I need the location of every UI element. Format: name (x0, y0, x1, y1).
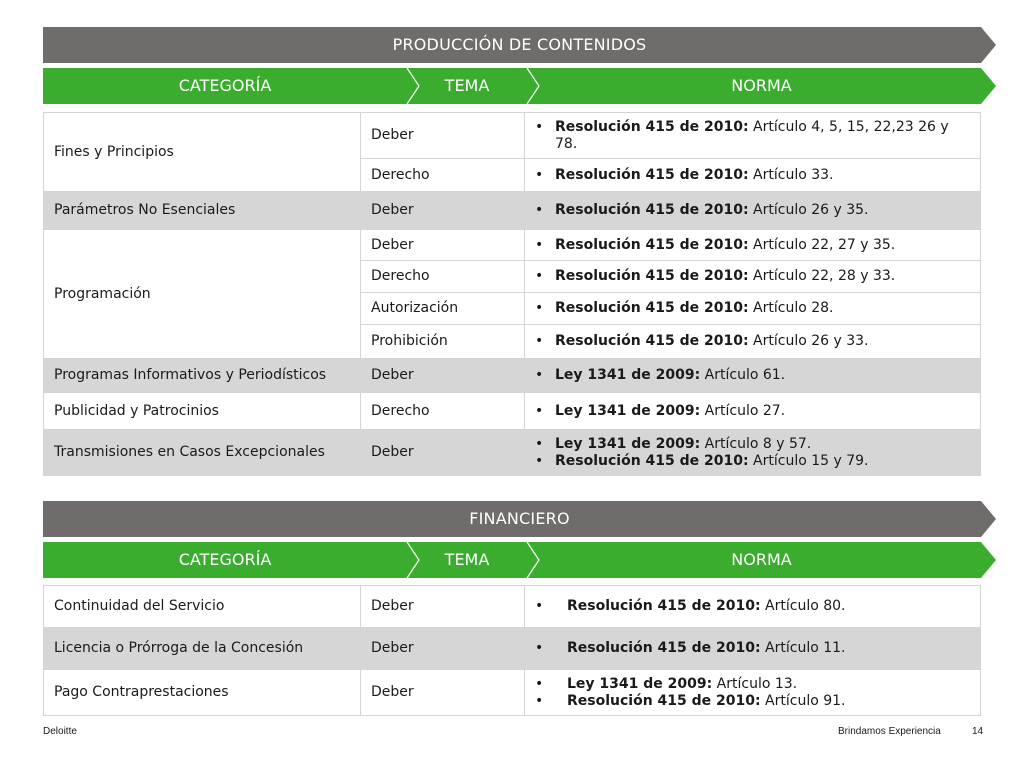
tema-cell: Deber (361, 670, 525, 716)
norma-articles: Artículo 61. (700, 367, 786, 383)
table-row (44, 113, 981, 159)
norma-cell (525, 393, 981, 430)
norma-reference: Resolución 415 de 2010: (555, 236, 749, 253)
norma-cell (525, 628, 981, 670)
norma-item (535, 367, 970, 384)
category-cell: Publicidad y Patrocinios (44, 393, 361, 430)
norma-cell (525, 113, 981, 159)
norma-item (535, 453, 970, 470)
table-row (44, 628, 981, 670)
norma-articles: Artículo 91. (760, 692, 846, 709)
norma-cell (525, 325, 981, 359)
table-row (44, 393, 981, 430)
norma-cell (525, 586, 981, 628)
tema-cell: Derecho (361, 393, 525, 430)
norma-item (535, 436, 970, 453)
norma-cell (525, 261, 981, 293)
header-norma: NORMA (731, 76, 792, 95)
tema-cell: Prohibición (361, 325, 525, 359)
tema-cell: Derecho (361, 159, 525, 192)
norma-reference: Resolución 415 de 2010: (555, 333, 749, 349)
norma-reference: Ley 1341 de 2009: (555, 435, 701, 452)
norma-articles: Artículo 26 y 33. (748, 333, 869, 349)
norma-reference: Resolución 415 de 2010: (555, 118, 749, 135)
category-cell: Continuidad del Servicio (44, 586, 361, 628)
category-cell: Parámetros No Esenciales (44, 192, 361, 230)
tema-cell: Derecho (361, 261, 525, 293)
section-banner-financiero (43, 501, 996, 537)
table-row (44, 230, 981, 261)
norma-articles: Artículo 33. (748, 166, 834, 183)
norma-articles: Artículo 80. (760, 598, 846, 614)
norma-cell (525, 430, 981, 476)
norma-reference: Resolución 415 de 2010: (567, 598, 761, 614)
category-cell: Pago Contraprestaciones (44, 670, 361, 716)
table-row (44, 192, 981, 230)
norma-reference: Resolución 415 de 2010: (555, 166, 749, 183)
norma-cell (525, 670, 981, 716)
tema-cell: Deber (361, 586, 525, 628)
norma-item (535, 403, 970, 420)
norma-articles: Artículo 26 y 35. (748, 202, 869, 218)
norma-reference: Resolución 415 de 2010: (567, 640, 761, 656)
norma-cell (525, 230, 981, 261)
tema-cell: Deber (361, 430, 525, 476)
tema-cell: Deber (361, 359, 525, 393)
table-header-produccion (43, 68, 996, 104)
norma-articles: Artículo 22, 28 y 33. (748, 268, 896, 284)
category-cell: Fines y Principios (44, 113, 361, 192)
norma-item (535, 202, 970, 219)
header-tema: TEMA (444, 550, 490, 569)
section-title: PRODUCCIÓN DE CONTENIDOS (392, 35, 647, 54)
norma-articles: Artículo 15 y 79. (748, 452, 869, 469)
table-header-financiero (43, 542, 996, 578)
table-row (44, 359, 981, 393)
norma-reference: Ley 1341 de 2009: (567, 675, 713, 692)
norma-cell (525, 293, 981, 325)
category-cell: Transmisiones en Casos Excepcionales (44, 430, 361, 476)
norma-item (535, 693, 970, 710)
tema-cell: Deber (361, 230, 525, 261)
table-row (44, 430, 981, 476)
norma-item (535, 167, 970, 184)
norma-reference: Resolución 415 de 2010: (555, 452, 749, 469)
norma-articles: Artículo 22, 27 y 35. (748, 236, 896, 253)
footer-brand: Deloitte (43, 726, 77, 737)
section-banner-produccion (43, 27, 996, 63)
norma-item (535, 640, 970, 657)
category-cell: Programas Informativos y Periodísticos (44, 359, 361, 393)
category-cell: Licencia o Prórroga de la Concesión (44, 628, 361, 670)
header-categoria: CATEGORÍA (178, 76, 272, 95)
norma-cell (525, 192, 981, 230)
norma-item (535, 237, 970, 254)
header-categoria: CATEGORÍA (178, 550, 272, 569)
norma-reference: Resolución 415 de 2010: (555, 300, 749, 316)
tema-cell: Autorización (361, 293, 525, 325)
norma-articles: Artículo 13. (712, 675, 798, 692)
financiero-table (43, 585, 981, 716)
header-tema: TEMA (444, 76, 490, 95)
footer-tagline: Brindamos Experiencia (838, 726, 941, 737)
norma-articles: Artículo 27. (700, 402, 786, 419)
norma-item (535, 676, 970, 693)
norma-cell (525, 359, 981, 393)
norma-item (535, 300, 970, 317)
norma-articles: Artículo 8 y 57. (700, 435, 812, 452)
table-row (44, 670, 981, 716)
norma-articles: Artículo 11. (760, 640, 846, 656)
category-cell: Programación (44, 230, 361, 359)
tema-cell: Deber (361, 113, 525, 159)
norma-articles: Artículo 4, 5, 15, 22,23 26 y 78. (555, 118, 949, 152)
section-title: FINANCIERO (469, 509, 570, 528)
norma-cell (525, 159, 981, 192)
norma-reference: Ley 1341 de 2009: (555, 402, 701, 419)
footer-page-number: 14 (972, 726, 984, 737)
norma-reference: Resolución 415 de 2010: (555, 268, 749, 284)
produccion-table (43, 112, 981, 476)
norma-reference: Ley 1341 de 2009: (555, 367, 701, 383)
tema-cell: Deber (361, 192, 525, 230)
norma-articles: Artículo 28. (748, 300, 834, 316)
header-norma: NORMA (731, 550, 792, 569)
norma-item (535, 119, 970, 153)
norma-item (535, 268, 970, 285)
norma-reference: Resolución 415 de 2010: (567, 692, 761, 709)
table-row (44, 586, 981, 628)
norma-reference: Resolución 415 de 2010: (555, 202, 749, 218)
tema-cell: Deber (361, 628, 525, 670)
norma-item (535, 333, 970, 350)
norma-item (535, 598, 970, 615)
